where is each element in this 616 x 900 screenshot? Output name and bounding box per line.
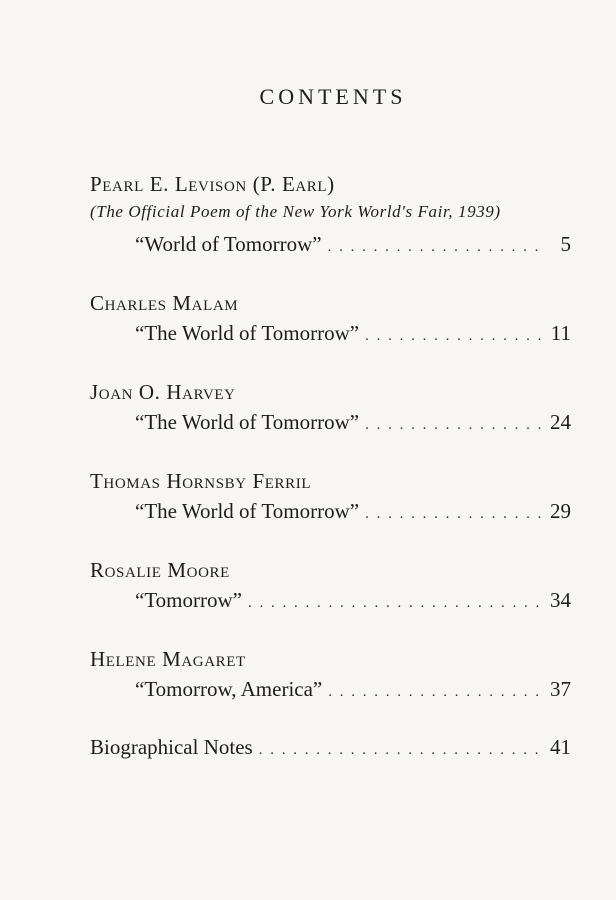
notes-label: Biographical Notes [90, 735, 253, 759]
page-number: 11 [550, 321, 571, 345]
work-title: “The World of Tomorrow” [135, 499, 360, 523]
page-number: 29 [550, 499, 571, 523]
page-number: 41 [550, 735, 571, 759]
toc-entry[interactable] [135, 321, 571, 346]
toc-entry[interactable] [135, 499, 571, 524]
toc-entry[interactable] [135, 588, 571, 613]
page-number: 37 [550, 677, 571, 701]
dot-leader [365, 417, 544, 434]
work-title: “Tomorrow” [135, 588, 242, 612]
poem-note: (The Official Poem of the New York World's Fair, 1939) [90, 202, 501, 221]
author-name: Rosalie Moore [90, 558, 230, 582]
work-title: “The World of Tomorrow” [135, 410, 360, 434]
dot-leader [365, 328, 545, 345]
dot-leader [248, 595, 544, 612]
dot-leader [328, 239, 545, 256]
toc-entry[interactable] [135, 677, 571, 702]
author-name: Charles Malam [90, 291, 239, 315]
page-number: 5 [560, 232, 571, 256]
author-name: Joan O. Harvey [90, 380, 236, 404]
page-title: CONTENTS [259, 84, 407, 109]
author-name: Pearl E. Levison (P. Earl) [90, 172, 335, 196]
toc-entry[interactable] [135, 232, 571, 257]
work-title: “The World of Tomorrow” [135, 321, 360, 345]
dot-leader [259, 742, 544, 759]
dot-leader [365, 506, 544, 523]
author-name: Thomas Hornsby Ferril [90, 469, 312, 493]
work-title: “World of Tomorrow” [135, 232, 322, 256]
work-title: “Tomorrow, America” [135, 677, 323, 701]
dot-leader [328, 684, 544, 701]
toc-entry[interactable] [135, 410, 571, 435]
page-number: 34 [550, 588, 571, 612]
toc-entry-biographical-notes[interactable] [90, 735, 571, 760]
author-name: Helene Magaret [90, 647, 246, 671]
page-number: 24 [550, 410, 571, 434]
